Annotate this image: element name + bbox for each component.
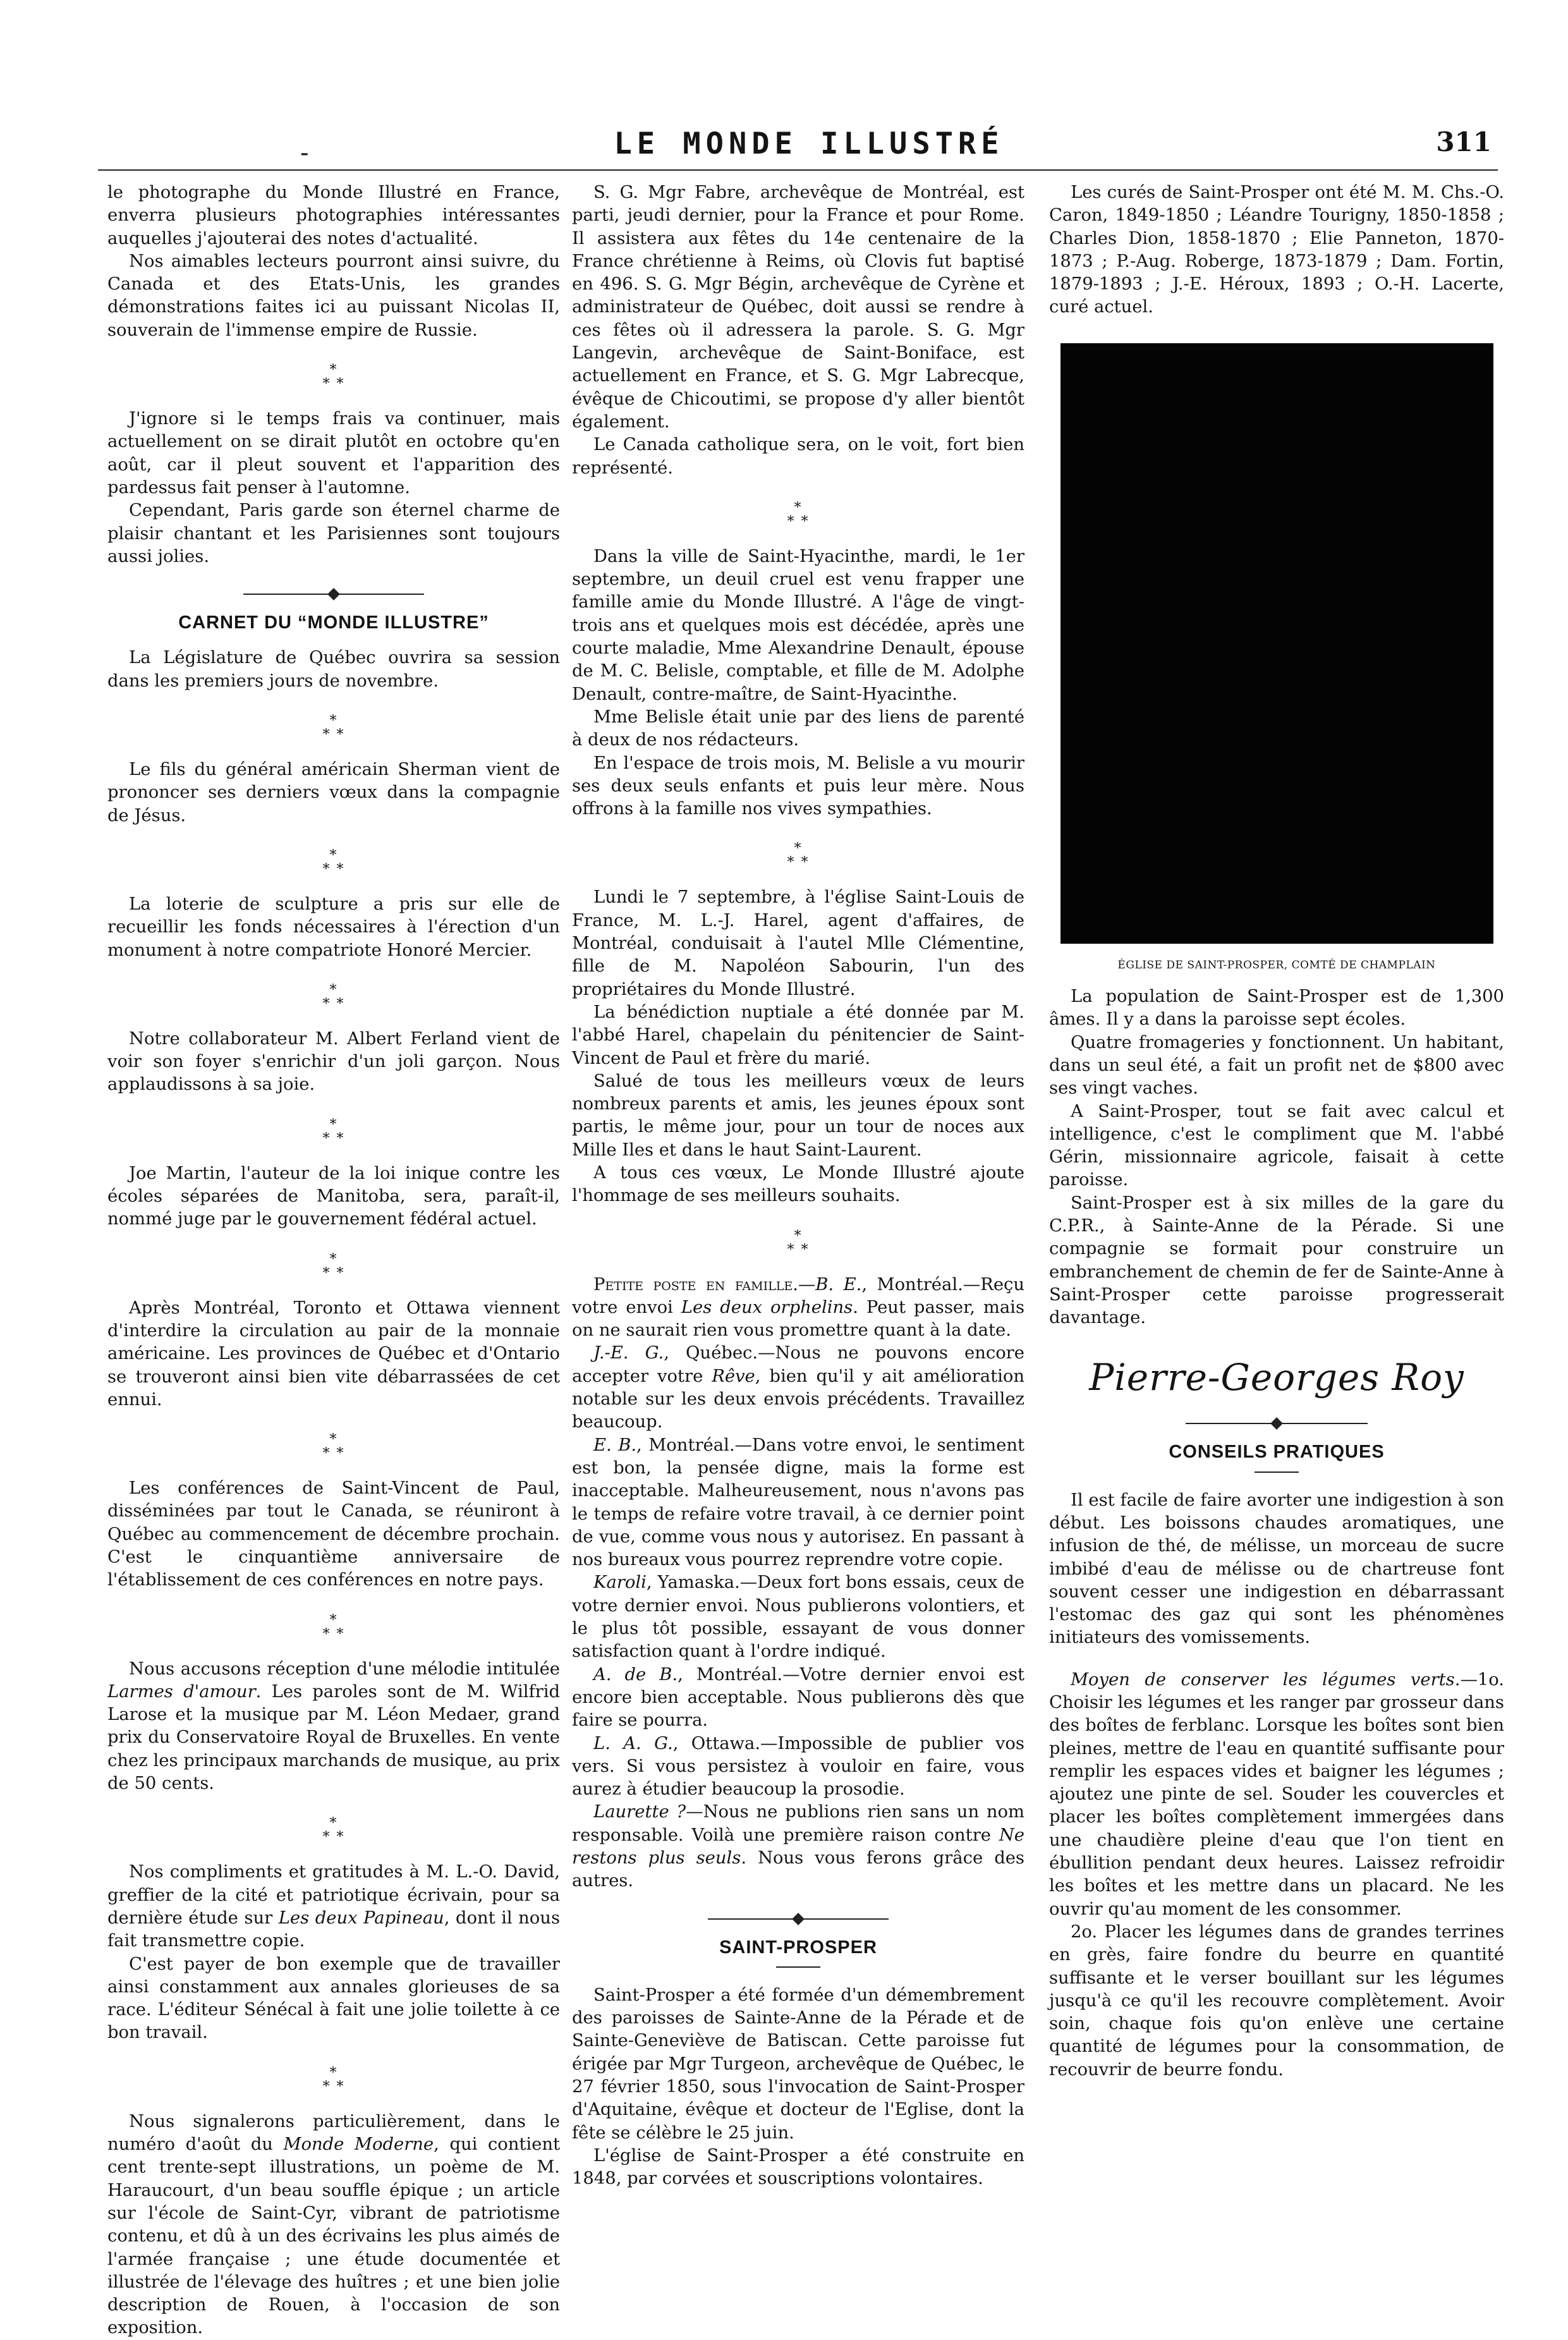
title-underline: [1255, 1472, 1299, 1473]
paragraph: Nous accusons réception d'une mélodie intitulée Larmes d'amour. Les paroles sont de M. Wilfrid Larose et la musique par M. Léon Medaer, grand prix du Conservatoire Royal de Bruxelles. En vente chez les principaux marchands de musique, au prix de 50 cents.: [107, 1659, 560, 1794]
petite-poste-entry: Karoli, Yamaska.—Deux fort bons essais, ceux de votre dernier envoi. Nous publierons volontiers, et le plus tôt possible, essayant de vous donner satisfaction quant à l'ordre indiqué.: [572, 1573, 1024, 1662]
paragraph: Les conférences de Saint-Vincent de Paul, disséminées par tout le Canada, se réuniront à Québec au commencement de décembre prochain. C'est le cinquantième anniversaire de l'établissement de ces conférences en notre pays.: [107, 1478, 560, 1590]
paragraph: La population de Saint-Prosper est de 1,300 âmes. Il y a dans la paroisse sept écoles.: [1049, 987, 1504, 1030]
petite-poste-entry: E. B., Montréal.—Dans votre envoi, le sentiment est bon, la pensée digne, mais la forme est inacceptable. Malheureusement, nous n'avons pas le temps de refaire votre travail, à ce dernier point de vue, comme vous nous y autorisez. En passant à nos bureaux vous pourrez reprendre votre copie.: [572, 1435, 1024, 1570]
section-title-saint-prosper: SAINT-PROSPER: [719, 1937, 877, 1958]
paragraph: Saint-Prosper a été formée d'un démembrement des paroisses de Sainte-Anne de la Pérade et de Sainte-Geneviève de Batiscan. Cette paroisse fut érigée par Mgr Turgeon, archevêque de Québec, le 27 février 1850, sous l'invocation de Saint-Prosper d'Aquitaine, évêque et docteur de l'Eglise, dont la fête se célèbre le 25 juin.: [572, 1985, 1024, 2143]
header-rule: [98, 169, 1498, 171]
author-signature: Pierre-Georges Roy: [1089, 1355, 1464, 1399]
photo-caption: ÉGLISE DE SAINT-PROSPER, COMTÉ DE CHAMPLAIN: [1117, 958, 1436, 972]
church-photo: [1061, 343, 1493, 944]
petite-poste-entry: J.-E. G., Québec.—Nous ne pouvons encore accepter votre Rêve, bien qu'il y ait amélioration notable sur les deux envois précédents. Travaillez beaucoup.: [572, 1343, 1024, 1432]
paragraph: S. G. Mgr Fabre, archevêque de Montréal, est parti, jeudi dernier, pour la France et pour Rome. Il assistera aux fêtes du 14e centenaire de la France chrétienne à Reims, où Clovis fut baptisé en 496. S. G. Mgr Bégin, archevêque de Cyrène et administrateur de Québec, doit aussi se rendre à ces fêtes où il adressera la parole. S. G. Mgr Langevin, archevêque de Saint-Boniface, est actuellement en France, et S. G. Mgr Labrecque, évêque de Chicoutimi, se propose d'y aller bientôt également.: [572, 183, 1024, 432]
asterism: * * *: [322, 362, 345, 393]
asterism: * * *: [787, 499, 810, 530]
column-3: [1049, 181, 1504, 2116]
column-2: [572, 181, 1025, 2189]
petite-poste-entry: L. A. G., Ottawa.—Impossible de publier vos vers. Si vous persistez à vouloir en faire, vous aurez à étudier beaucoup la prosodie.: [572, 1733, 1024, 1800]
paragraph: A tous ces vœux, Le Monde Illustré ajoute l'hommage de ses meilleurs souhaits.: [572, 1162, 1024, 1206]
paragraph: Moyen de conserver les légumes verts.—1o. Choisir les légumes et les ranger par grosseur dans des boîtes de ferblanc. Lorsque les boîtes sont bien pleines, mettre de l'eau en quantité suffisante pour remplir les espaces vides et baigner les légumes ; ajoutez une pinte de sel. Souder les couvercles et placer les boîtes complètement immergées dans une chaudière pleine d'eau que l'on tient en ébullition pendant deux heures. Laissez refroidir les boîtes et les mettre dans un placard. Ne les ouvrir qu'au moment de les consommer.: [1049, 1669, 1504, 1919]
paragraph: La loterie de sculpture a pris sur elle de recueillir les fonds nécessaires à l'érection d'un monument à notre compatriote Honoré Mercier.: [107, 894, 560, 960]
paragraph: Cependant, Paris garde son éternel charme de plaisir chantant et les Parisiennes sont toujours aussi jolies.: [107, 501, 560, 566]
paragraph: Lundi le 7 septembre, à l'église Saint-Louis de France, M. L.-J. Harel, agent d'affaires, de Montréal, conduisait à l'autel Mlle Clémentine, fille de M. Napoléon Sabourin, l'un des propriétaires du Monde Illustré.: [572, 887, 1024, 999]
section-title-conseils: CONSEILS PRATIQUES: [1169, 1442, 1385, 1463]
asterism: * * *: [787, 1228, 810, 1258]
column-1: [107, 181, 560, 2338]
page-number: 311: [1436, 126, 1492, 157]
asterism: * * *: [787, 841, 810, 871]
asterism: * * *: [322, 1116, 345, 1147]
asterism: * * *: [322, 1251, 345, 1281]
paragraph: A Saint-Prosper, tout se fait avec calcul et intelligence, c'est le compliment que M. l'abbé Gérin, missionnaire agricole, faisait à cette paroisse.: [1049, 1101, 1504, 1190]
paragraph: Le Canada catholique sera, on le voit, fort bien représenté.: [572, 435, 1024, 478]
asterism: * * *: [322, 2064, 345, 2095]
paragraph: Quatre fromageries y fonctionnent. Un habitant, dans un seul été, a fait un profit net de $800 avec ses vingt vaches.: [1049, 1032, 1504, 1099]
paragraph: Saint-Prosper est à six milles de la gare du C.P.R., à Sainte-Anne de la Pérade. Si une compagnie se formait pour construire un embranchement de chemin de fer de Sainte-Anne à Saint-Prosper cette paroisse progresserait davantage.: [1049, 1193, 1504, 1328]
asterism: * * *: [322, 1612, 345, 1642]
paragraph: Nous signalerons particulièrement, dans le numéro d'août du Monde Moderne, qui contient cent trente-sept illustrations, un poème de M. Haraucourt, d'un beau souffle épique ; un article sur l'école de Saint-Cyr, vibrant de patriotisme contenu, et dû à un des écrivains les plus aimés de l'armée française ; une étude documentée et illustrée de l'élevage des huîtres ; et une bien jolie description de Rouen, à l'occasion de son exposition.: [107, 2111, 560, 2338]
section-title-carnet: CARNET DU “MONDE ILLUSTRE”: [178, 612, 489, 633]
paragraph: Les curés de Saint-Prosper ont été M. M. Chs.-O. Caron, 1849-1850 ; Léandre Tourigny, 1850-1858 ; Charles Dion, 1858-1870 ; Elie Panneton, 1870-1873 ; P.-Aug. Roberge, 1873-1879 ; Dam. Fortin, 1879-1893 ; J.-E. Héroux, 1893 ; O.-H. Lacerte, curé actuel.: [1049, 183, 1504, 317]
paragraph: Mme Belisle était unie par des liens de parenté à deux de nos rédacteurs.: [572, 707, 1024, 750]
paragraph: Notre collaborateur M. Albert Ferland vient de voir son foyer s'enrichir d'un joli garçon. Nous applaudissons à sa joie.: [107, 1028, 560, 1095]
asterism: * * *: [322, 1815, 345, 1846]
newspaper-title: LE MONDE ILLUSTRÉ: [614, 126, 1004, 161]
petite-poste-entry: A. de B., Montréal.—Votre dernier envoi est encore bien acceptable. Nous publierons dès que faire se pourra.: [572, 1664, 1025, 1731]
paragraph: La bénédiction nuptiale a été donnée par M. l'abbé Harel, chapelain du pénitencier de Saint-Vincent de Paul et frère du marié.: [572, 1002, 1024, 1068]
asterism: * * *: [322, 713, 345, 743]
petite-poste-entry: Petite poste en famille.—B. E., Montréal.—Reçu votre envoi Les deux orphelins. Peut passer, mais on ne saurait rien vous promettre quant à la date.: [572, 1274, 1025, 1341]
ornament-divider: [1049, 1419, 1504, 1428]
title-underline: [776, 1966, 820, 1968]
paragraph: C'est payer de bon exemple que de travailler ainsi constamment aux annales glorieuses de sa race. L'éditeur Sénécal à fait une jolie toilette à ce bon travail.: [107, 1954, 560, 2043]
paragraph: Le fils du général américain Sherman vient de prononcer ses derniers vœux dans la compagnie de Jésus.: [107, 760, 560, 826]
paragraph: En l'espace de trois mois, M. Belisle a vu mourir ses deux seuls enfants et puis leur mère. Nous offrons à la famille nos vives sympathies.: [572, 753, 1024, 819]
paragraph: Salué de tous les meilleurs vœux de leurs nombreux parents et amis, les jeunes époux sont partis, le même jour, pour un tour de noces aux Mille Iles et dans le haut Saint-Laurent.: [572, 1071, 1024, 1160]
ornament-divider: [107, 590, 560, 599]
paragraph: Joe Martin, l'auteur de la loi inique contre les écoles séparées de Manitoba, sera, paraît-il, nommé juge par le gouvernement fédéral actuel.: [107, 1163, 560, 1229]
paragraph: Dans la ville de Saint-Hyacinthe, mardi, le 1er septembre, un deuil cruel est venu frapper une famille amie du Monde Illustré. A l'âge de vingt-trois ans et quelques mois est décédée, après une courte maladie, Mme Alexandrine Denault, épouse de M. C. Belisle, comptable, et fille de M. Adolphe Denault, contre-maître, de Saint-Hyacinthe.: [572, 546, 1024, 704]
paragraph: le photographe du Monde Illustré en France, enverra plusieurs photographies intéressantes auquelles j'ajouterai des notes d'actualité.: [107, 183, 560, 248]
petite-poste-entry: Laurette ?—Nous ne publions rien sans un nom responsable. Voilà une première raison contre Ne restons plus seuls. Nous vous ferons grâce des autres.: [572, 1802, 1024, 1891]
paragraph: Il est facile de faire avorter une indigestion à son début. Les boissons chaudes aromatiques, une infusion de thé, de mélisse, un morceau de sucre imbibé d'eau de mélisse ou de chartreuse font souvent cesser une indigestion en débarrassant l'estomac des gaz qui sont les phénomènes initiateurs des vomissements.: [1049, 1490, 1504, 1648]
asterism: * * *: [322, 1432, 345, 1462]
header-dash: -: [300, 138, 309, 168]
paragraph: J'ignore si le temps frais va continuer, mais actuellement on se dirait plutôt en octobre qu'en août, car il pleut souvent et l'apparition des pardessus fait penser à l'automne.: [107, 409, 560, 497]
asterism: * * *: [322, 982, 345, 1012]
paragraph: Nos compliments et gratitudes à M. L.-O. David, greffier de la cité et patriotique écrivain, pour sa dernière étude sur Les deux Papineau, dont il nous fait transmettre copie.: [107, 1862, 560, 1951]
paragraph: Nos aimables lecteurs pourront ainsi suivre, du Canada et des Etats-Unis, les grandes démonstrations faites ici au puissant Nicolas II, souverain de l'immense empire de Russie.: [107, 251, 560, 340]
paragraph: L'église de Saint-Prosper a été construite en 1848, par corvées et souscriptions volontaires.: [572, 2145, 1024, 2189]
paragraph: 2o. Placer les légumes dans de grandes terrines en grès, faire fondre du beurre en quantité suffisante et le verser bouillant sur les légumes jusqu'à ce qu'il les recouvre complètement. Avoir soin, chaque fois qu'on enlève une certaine quantité de légumes pour la consommation, de recouvrir de beurre fondu.: [1049, 1922, 1504, 2080]
asterism: * * *: [322, 847, 345, 877]
ornament-divider: [572, 1915, 1024, 1923]
paragraph: Après Montréal, Toronto et Ottawa viennent d'interdire la circulation au pair de la monnaie américaine. Les provinces de Québec et d'Ontario se trouveront ainsi bien vite débarrassées de cet ennui.: [107, 1298, 560, 1410]
paragraph: La Législature de Québec ouvrira sa session dans les premiers jours de novembre.: [107, 648, 560, 691]
page-header: [114, 126, 1504, 168]
